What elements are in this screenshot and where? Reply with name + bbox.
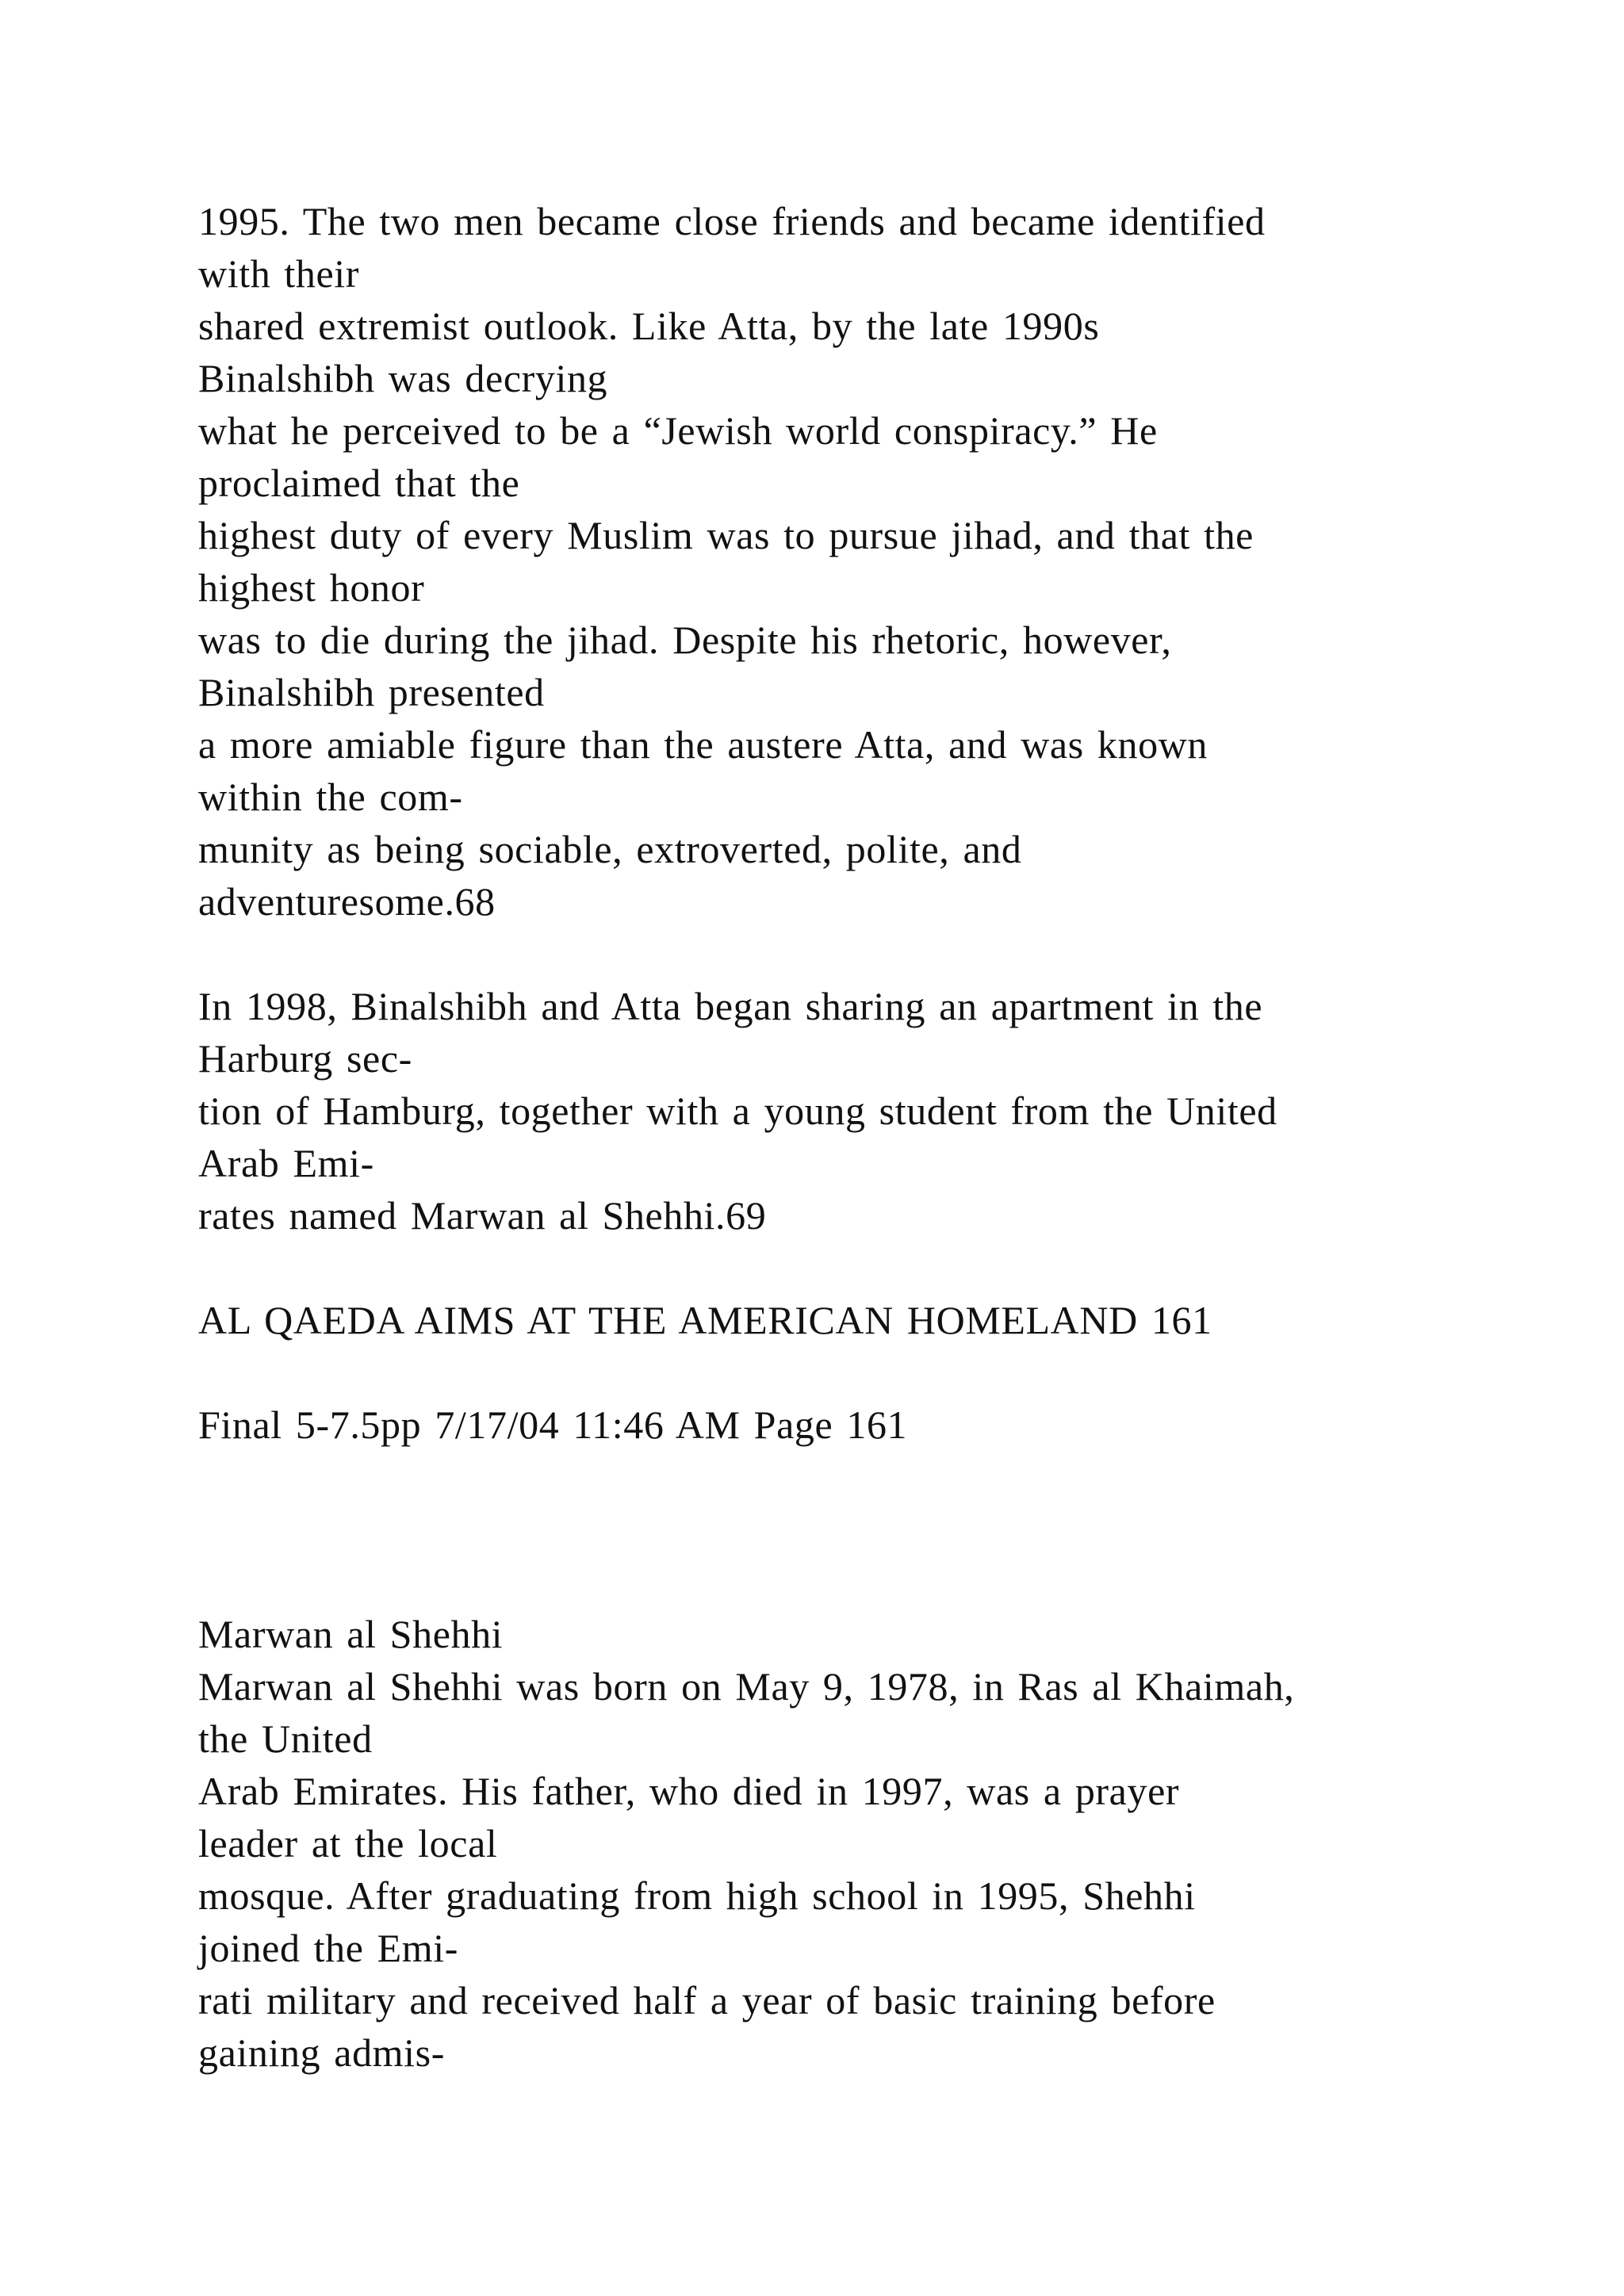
text-line: munity as being sociable, extroverted, polite, and [198, 827, 1022, 871]
text-line: shared extremist outlook. Like Atta, by the late 1990s [198, 304, 1100, 348]
text-line: rati military and received half a year of basic training before [198, 1978, 1216, 2022]
text-line: the United [198, 1716, 373, 1761]
print-slug: Final 5-7.5pp 7/17/04 11:46 AM Page 161 [198, 1402, 908, 1447]
text-line: leader at the local [198, 1821, 498, 1866]
text-line: joined the Emi- [198, 1926, 459, 1970]
paragraph-binalshibh-atta-friendship [198, 195, 1499, 928]
text-line: Marwan al Shehhi was born on May 9, 1978, in Ras al Khaimah, [198, 1664, 1295, 1709]
text-line: was to die during the jihad. Despite his rhetoric, however, [198, 618, 1172, 662]
spacer [198, 1503, 1499, 1556]
text-line: with their [198, 251, 360, 296]
text-line: a more amiable figure than the austere Atta, and was known [198, 722, 1208, 767]
text-line: Arab Emirates. His father, who died in 1997, was a prayer [198, 1769, 1180, 1813]
text-line: tion of Hamburg, together with a young student from the United [198, 1089, 1277, 1133]
text-line: gaining admis- [198, 2030, 445, 2075]
paragraph-shehhi-biography [198, 1660, 1499, 2079]
text-line: adventuresome.68 [198, 879, 496, 924]
text-line: what he perceived to be a “Jewish world conspiracy.” He [198, 408, 1158, 453]
text-line: In 1998, Binalshibh and Atta began sharing an apartment in the [198, 984, 1263, 1028]
spacer [198, 1556, 1499, 1608]
paragraph-harburg-apartment [198, 980, 1499, 1242]
text-line: within the com- [198, 775, 463, 819]
spacer [198, 1242, 1499, 1294]
spacer [198, 1346, 1499, 1399]
running-footer: AL QAEDA AIMS AT THE AMERICAN HOMELAND 161 [198, 1298, 1212, 1342]
text-line: highest duty of every Muslim was to pursue jihad, and that the [198, 513, 1254, 557]
text-line: proclaimed that the [198, 461, 520, 505]
text-line: Arab Emi- [198, 1141, 374, 1185]
document-page [198, 195, 1499, 2079]
text-line: highest honor [198, 565, 425, 610]
spacer [198, 928, 1499, 980]
text-line: rates named Marwan al Shehhi.69 [198, 1193, 767, 1238]
text-line: mosque. After graduating from high school in 1995, Shehhi [198, 1873, 1196, 1918]
text-line: Harburg sec- [198, 1036, 412, 1081]
text-line: Binalshibh presented [198, 670, 545, 714]
spacer [198, 1451, 1499, 1503]
section-heading: Marwan al Shehhi [198, 1612, 504, 1656]
text-line: Binalshibh was decrying [198, 356, 608, 400]
text-line: 1995. The two men became close friends and became identified [198, 199, 1266, 243]
